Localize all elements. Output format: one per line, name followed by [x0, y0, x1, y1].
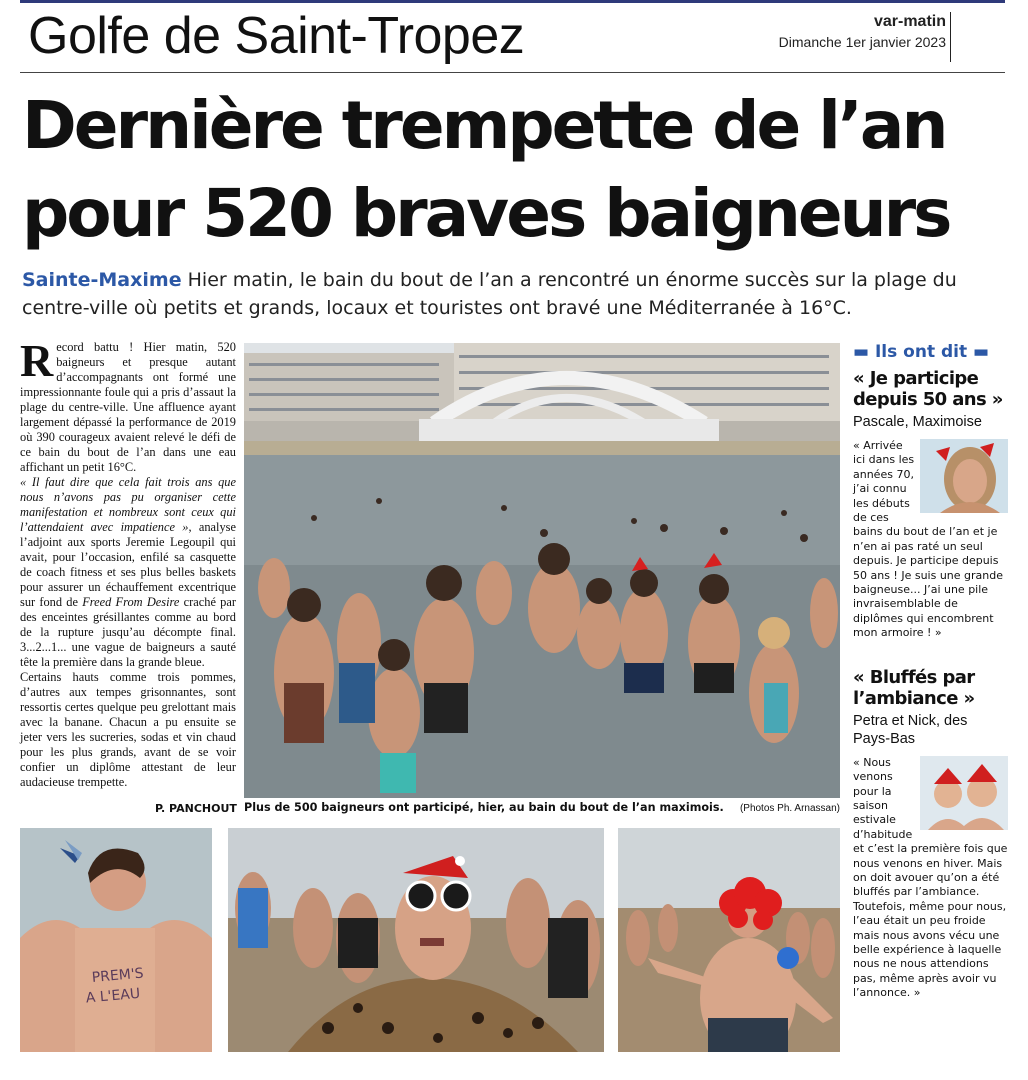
body-paragraph: Certains hauts comme trois pommes, d’autres aux tempes grisonnantes, sont ressortis certes quelque peu grelottant mais avec la banane. Chacun a pu ensuite se jeter vers les sucreries, sodas et vin chaud pour les plus grands, avant de se voir confier un diplôme attestant de leur audacieuse trempette.: [20, 670, 236, 789]
lead-paragraph: [22, 266, 1007, 322]
article-body: [20, 335, 236, 790]
section-title: Golfe de Saint-Tropez: [28, 7, 525, 65]
back-writing-line-1: PREM'S: [91, 965, 145, 986]
sidebar-title: ▬ Ils ont dit ▬: [853, 342, 990, 362]
newspaper-brand: var-matin: [873, 13, 946, 30]
quote-headline: « Bluffés par l’ambiance »: [853, 666, 975, 709]
masthead-divider: [950, 12, 951, 62]
boy-photo: [20, 828, 212, 1052]
quote-headline: « Je participe depuis 50 ans »: [853, 368, 1003, 410]
photo-caption: Plus de 500 baigneurs ont participé, hier, au bain du bout de l’an maximois.: [244, 801, 724, 814]
quote-author: Pascale, Maximoise: [853, 414, 982, 430]
lead-text: Hier matin, le bain du bout de l’an a rencontré un énorme succès sur la plage du centre-ville où petits et grands, locaux et touristes ont bravé une Méditerranée à 16°C.: [22, 269, 957, 319]
back-writing-line-2: A L'EAU: [85, 985, 141, 1007]
drop-cap: R: [20, 335, 54, 386]
header-divider: [20, 72, 1005, 73]
quote-text: « Nous venons pour la saison estivale d’habitude et c’est la première fois que nous venons en hiver. Mais on doit avouer qu’on a été bluffés par l’ambiance. Toutefois, même pour nous, l’eau était un peu froide mais nous avons vécu une belle expérience à laquelle nous ne nous attendions pas, même après avoir vu l’annonce. »: [853, 755, 1008, 1000]
wig-photo: [618, 828, 840, 1052]
quote-text: « Arrivée ici dans les années 70, j’ai connu les débuts de ces bains du bout de l’an et je n’en ai pas raté un seul depuis. Je participe depuis 50 ans ! Je suis une grande baigneuse... J’ai une pile invraisemblable de diplômes qui encombrent mon armoire ! »: [853, 439, 1008, 641]
body-paragraph: « Il faut dire que cela fait trois ans que nous n’avons pas pu organiser cette manifestation et nombreux sont ceux qui l’attendaient avec impatience », analyse l’adjoint aux sports Jeremie Legoupil qui avait, pour l’occasion, enfilé sa casquette de coach fitness et ses plus belles baskets pour assurer un échauffement excentrique sur fond de Freed From Desire craché par des enceintes grésillantes comme au bord de la rupture jusqu’au décompte final. 3...2...1... une vague de baigneurs a sauté tête la première dans la grande bleue.: [20, 475, 236, 669]
byline: P. PANCHOUT: [155, 802, 237, 815]
headline: Dernière trempette de l’an pour 520 braves baigneurs: [22, 87, 950, 252]
pascale-photo: [920, 439, 1008, 513]
dateline-place: Sainte-Maxime: [22, 269, 182, 291]
quote-author: Petra et Nick, des Pays-Bas: [853, 712, 968, 747]
main-photo: [244, 343, 840, 798]
photo-credit: (Photos Ph. Arnassan): [739, 803, 840, 814]
petra-nick-photo: [920, 756, 1008, 830]
quote-block: [853, 368, 1008, 641]
body-paragraph: Record battu ! Hier matin, 520 baigneurs et presque autant d’accompagnants ont formé une impressionnante foule qui a pris d’assaut la plage du centre-ville. Une affluence ayant largement dépassé la performance de 2019 où 390 courageux avaient relevé le défi de ce bain du bout de l’an dans une eau affichant un petit 16°C.: [20, 335, 236, 474]
masthead: [779, 12, 946, 52]
top-rule: [20, 0, 1005, 3]
glasses-photo: [228, 828, 604, 1052]
quote-block: [853, 667, 1008, 1001]
quotes-sidebar: [853, 340, 1008, 1001]
song-title: Freed From Desire: [82, 595, 180, 609]
publication-date: Dimanche 1er janvier 2023: [778, 34, 946, 50]
quote-italic: « Il faut dire que cela fait trois ans que nous n’avons pas pu organiser cette manifestation et nombreux sont ceux qui l’attendaient avec impatience »: [20, 475, 236, 534]
